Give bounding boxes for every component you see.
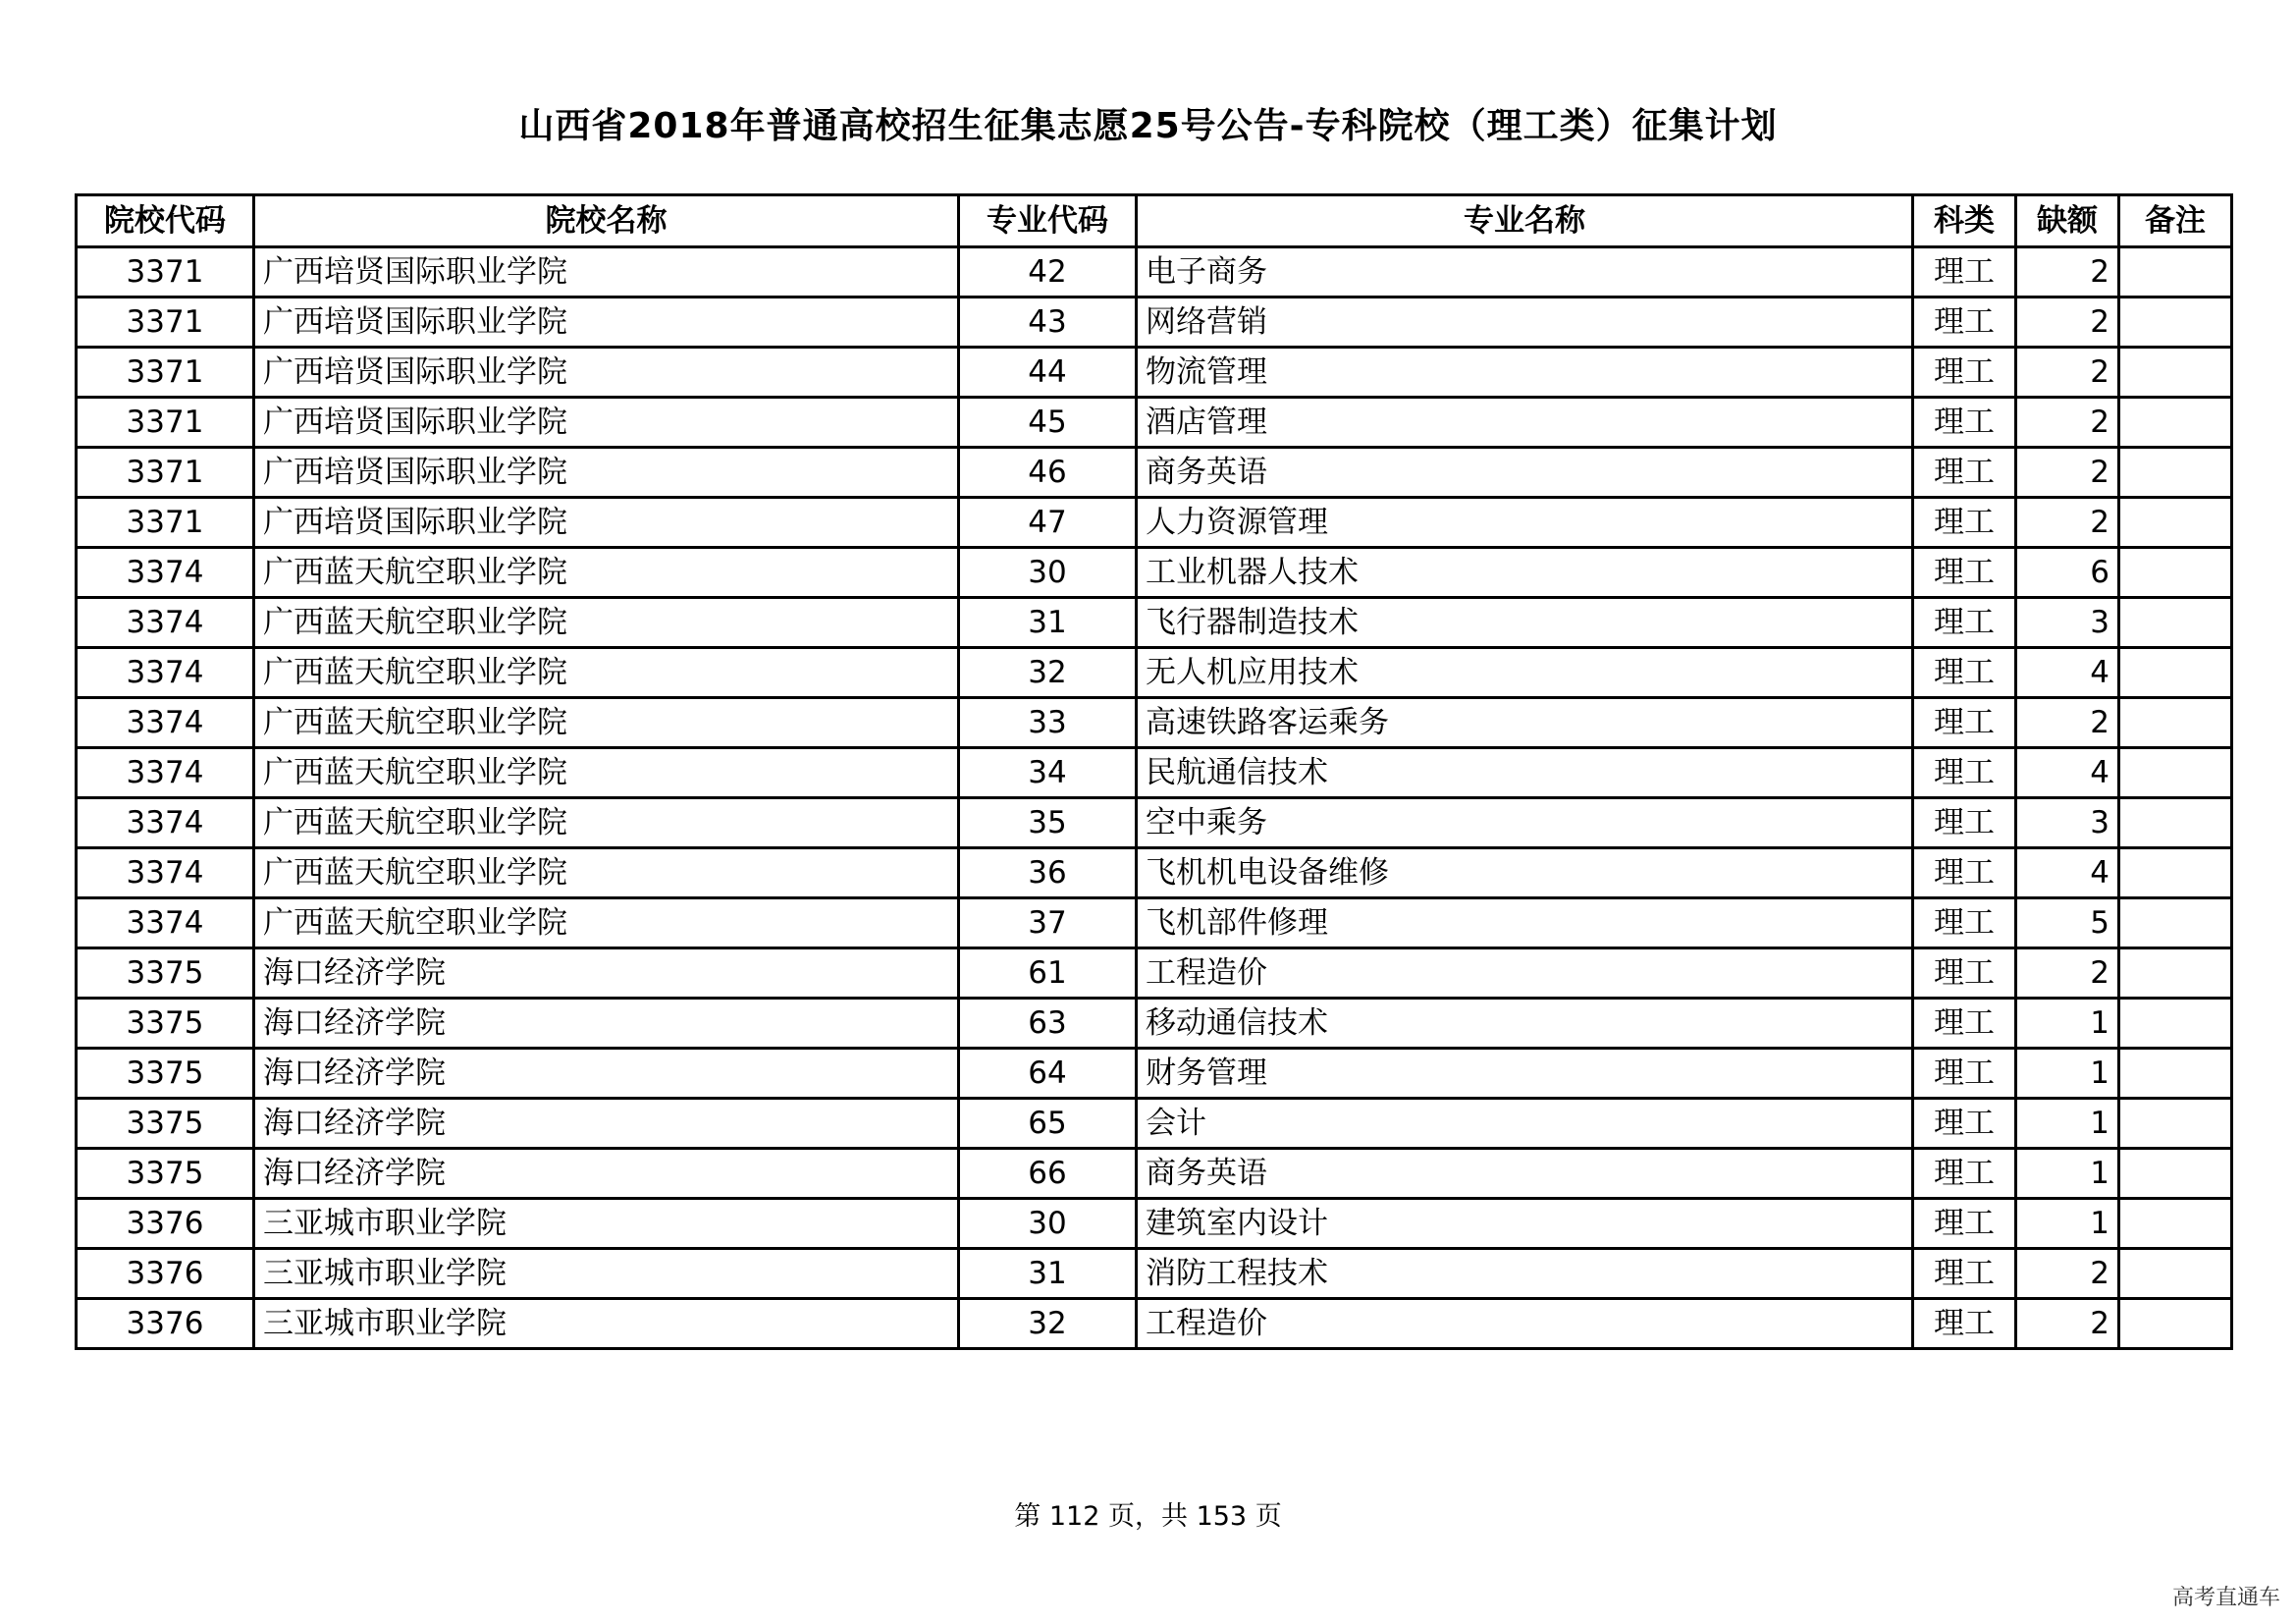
cell-category: 理工	[1913, 948, 2016, 999]
cell-school-name: 广西蓝天航空职业学院	[254, 648, 959, 698]
cell-remarks	[2119, 548, 2232, 598]
cell-category: 理工	[1913, 1199, 2016, 1249]
cell-major-name: 空中乘务	[1137, 798, 1913, 848]
cell-school-code: 3371	[77, 348, 254, 398]
cell-category: 理工	[1913, 247, 2016, 298]
cell-remarks	[2119, 698, 2232, 748]
cell-category: 理工	[1913, 1249, 2016, 1299]
table-row	[77, 348, 2232, 398]
cell-remarks	[2119, 798, 2232, 848]
cell-vacancy: 2	[2016, 348, 2119, 398]
cell-major-name: 民航通信技术	[1137, 748, 1913, 798]
cell-major-code: 45	[959, 398, 1137, 448]
cell-remarks	[2119, 848, 2232, 898]
cell-major-name: 物流管理	[1137, 348, 1913, 398]
cell-major-code: 66	[959, 1149, 1137, 1199]
cell-major-code: 61	[959, 948, 1137, 999]
header-row	[77, 195, 2232, 247]
cell-major-name: 无人机应用技术	[1137, 648, 1913, 698]
table-row	[77, 648, 2232, 698]
cell-category: 理工	[1913, 498, 2016, 548]
cell-school-code: 3375	[77, 1149, 254, 1199]
table-row	[77, 1099, 2232, 1149]
cell-major-code: 63	[959, 999, 1137, 1049]
cell-remarks	[2119, 1099, 2232, 1149]
cell-vacancy: 4	[2016, 648, 2119, 698]
cell-remarks	[2119, 1149, 2232, 1199]
cell-vacancy: 5	[2016, 898, 2119, 948]
cell-school-code: 3376	[77, 1249, 254, 1299]
cell-school-name: 广西培贤国际职业学院	[254, 498, 959, 548]
cell-category: 理工	[1913, 848, 2016, 898]
table-row	[77, 598, 2232, 648]
cell-category: 理工	[1913, 798, 2016, 848]
cell-vacancy: 2	[2016, 498, 2119, 548]
cell-major-code: 30	[959, 548, 1137, 598]
header-major-code: 专业代码	[959, 195, 1137, 247]
cell-major-code: 34	[959, 748, 1137, 798]
table-row	[77, 448, 2232, 498]
cell-school-name: 三亚城市职业学院	[254, 1199, 959, 1249]
cell-school-code: 3375	[77, 948, 254, 999]
header-remarks: 备注	[2119, 195, 2232, 247]
cell-major-name: 财务管理	[1137, 1049, 1913, 1099]
cell-school-name: 广西培贤国际职业学院	[254, 348, 959, 398]
cell-major-code: 32	[959, 648, 1137, 698]
cell-remarks	[2119, 999, 2232, 1049]
cell-remarks	[2119, 1049, 2232, 1099]
table-row	[77, 498, 2232, 548]
table-row	[77, 1299, 2232, 1349]
cell-category: 理工	[1913, 398, 2016, 448]
cell-vacancy: 2	[2016, 398, 2119, 448]
cell-category: 理工	[1913, 348, 2016, 398]
table-row	[77, 247, 2232, 298]
cell-category: 理工	[1913, 1099, 2016, 1149]
table-row	[77, 798, 2232, 848]
cell-school-code: 3371	[77, 448, 254, 498]
table-row	[77, 748, 2232, 798]
cell-school-code: 3375	[77, 1049, 254, 1099]
cell-major-code: 64	[959, 1049, 1137, 1099]
cell-major-name: 飞机机电设备维修	[1137, 848, 1913, 898]
cell-major-code: 31	[959, 598, 1137, 648]
cell-major-code: 36	[959, 848, 1137, 898]
cell-vacancy: 4	[2016, 748, 2119, 798]
cell-school-name: 广西蓝天航空职业学院	[254, 598, 959, 648]
cell-major-name: 飞机部件修理	[1137, 898, 1913, 948]
table-row	[77, 1199, 2232, 1249]
cell-school-name: 广西培贤国际职业学院	[254, 398, 959, 448]
cell-vacancy: 1	[2016, 1099, 2119, 1149]
cell-vacancy: 1	[2016, 999, 2119, 1049]
cell-remarks	[2119, 898, 2232, 948]
cell-vacancy: 2	[2016, 948, 2119, 999]
cell-vacancy: 3	[2016, 598, 2119, 648]
cell-school-code: 3374	[77, 548, 254, 598]
cell-school-code: 3376	[77, 1199, 254, 1249]
cell-vacancy: 2	[2016, 247, 2119, 298]
cell-school-name: 海口经济学院	[254, 1099, 959, 1149]
cell-major-code: 33	[959, 698, 1137, 748]
cell-major-code: 31	[959, 1249, 1137, 1299]
cell-school-name: 广西蓝天航空职业学院	[254, 698, 959, 748]
table-row	[77, 698, 2232, 748]
cell-category: 理工	[1913, 598, 2016, 648]
cell-category: 理工	[1913, 548, 2016, 598]
cell-school-name: 三亚城市职业学院	[254, 1249, 959, 1299]
cell-category: 理工	[1913, 748, 2016, 798]
cell-school-name: 广西培贤国际职业学院	[254, 247, 959, 298]
cell-vacancy: 1	[2016, 1149, 2119, 1199]
cell-major-name: 建筑室内设计	[1137, 1199, 1913, 1249]
cell-school-name: 广西蓝天航空职业学院	[254, 548, 959, 598]
cell-major-name: 工程造价	[1137, 948, 1913, 999]
watermark: 高考直通车	[2171, 1586, 2280, 1610]
cell-remarks	[2119, 398, 2232, 448]
cell-major-name: 飞行器制造技术	[1137, 598, 1913, 648]
cell-major-name: 消防工程技术	[1137, 1249, 1913, 1299]
header-school-code: 院校代码	[77, 195, 254, 247]
cell-school-code: 3374	[77, 798, 254, 848]
cell-major-name: 电子商务	[1137, 247, 1913, 298]
cell-remarks	[2119, 1199, 2232, 1249]
cell-remarks	[2119, 1249, 2232, 1299]
cell-school-code: 3374	[77, 698, 254, 748]
plan-table	[75, 193, 2233, 1350]
cell-major-code: 46	[959, 448, 1137, 498]
page-title: 山西省2018年普通高校招生征集志愿25号公告-专科院校（理工类）征集计划	[518, 106, 1778, 146]
cell-major-name: 工程造价	[1137, 1299, 1913, 1349]
cell-category: 理工	[1913, 298, 2016, 348]
header-major-name: 专业名称	[1137, 195, 1913, 247]
cell-category: 理工	[1913, 698, 2016, 748]
cell-remarks	[2119, 298, 2232, 348]
page-footer: 第 112 页，共 153 页	[1014, 1501, 1282, 1532]
cell-school-code: 3376	[77, 1299, 254, 1349]
cell-major-code: 43	[959, 298, 1137, 348]
table-row	[77, 1049, 2232, 1099]
cell-remarks	[2119, 247, 2232, 298]
table-row	[77, 848, 2232, 898]
cell-major-name: 会计	[1137, 1099, 1913, 1149]
cell-vacancy: 4	[2016, 848, 2119, 898]
cell-school-code: 3375	[77, 999, 254, 1049]
cell-school-code: 3375	[77, 1099, 254, 1149]
cell-major-name: 商务英语	[1137, 448, 1913, 498]
cell-school-code: 3374	[77, 648, 254, 698]
table-row	[77, 948, 2232, 999]
header-school-name: 院校名称	[254, 195, 959, 247]
cell-remarks	[2119, 348, 2232, 398]
cell-major-code: 44	[959, 348, 1137, 398]
cell-major-code: 42	[959, 247, 1137, 298]
cell-remarks	[2119, 598, 2232, 648]
table-row	[77, 1249, 2232, 1299]
cell-category: 理工	[1913, 1149, 2016, 1199]
cell-remarks	[2119, 448, 2232, 498]
cell-remarks	[2119, 648, 2232, 698]
cell-remarks	[2119, 748, 2232, 798]
cell-major-name: 网络营销	[1137, 298, 1913, 348]
cell-school-name: 广西蓝天航空职业学院	[254, 798, 959, 848]
cell-major-code: 35	[959, 798, 1137, 848]
header-vacancy: 缺额	[2016, 195, 2119, 247]
cell-school-code: 3371	[77, 398, 254, 448]
cell-category: 理工	[1913, 1299, 2016, 1349]
cell-school-code: 3371	[77, 498, 254, 548]
cell-category: 理工	[1913, 999, 2016, 1049]
cell-remarks	[2119, 498, 2232, 548]
table-row	[77, 999, 2232, 1049]
table-row	[77, 548, 2232, 598]
cell-school-name: 三亚城市职业学院	[254, 1299, 959, 1349]
cell-vacancy: 3	[2016, 798, 2119, 848]
cell-remarks	[2119, 1299, 2232, 1349]
cell-vacancy: 2	[2016, 298, 2119, 348]
table-row	[77, 898, 2232, 948]
cell-school-name: 海口经济学院	[254, 999, 959, 1049]
cell-major-code: 37	[959, 898, 1137, 948]
cell-major-name: 人力资源管理	[1137, 498, 1913, 548]
cell-vacancy: 1	[2016, 1199, 2119, 1249]
cell-school-code: 3371	[77, 247, 254, 298]
table-row	[77, 398, 2232, 448]
cell-vacancy: 1	[2016, 1049, 2119, 1099]
cell-major-name: 高速铁路客运乘务	[1137, 698, 1913, 748]
cell-major-code: 30	[959, 1199, 1137, 1249]
cell-school-code: 3374	[77, 598, 254, 648]
cell-school-code: 3374	[77, 848, 254, 898]
header-category: 科类	[1913, 195, 2016, 247]
cell-major-code: 32	[959, 1299, 1137, 1349]
cell-category: 理工	[1913, 648, 2016, 698]
cell-school-code: 3374	[77, 898, 254, 948]
cell-vacancy: 2	[2016, 448, 2119, 498]
cell-category: 理工	[1913, 448, 2016, 498]
cell-vacancy: 2	[2016, 698, 2119, 748]
cell-school-name: 广西蓝天航空职业学院	[254, 848, 959, 898]
cell-vacancy: 2	[2016, 1299, 2119, 1349]
cell-school-name: 广西培贤国际职业学院	[254, 298, 959, 348]
cell-major-code: 47	[959, 498, 1137, 548]
cell-major-name: 工业机器人技术	[1137, 548, 1913, 598]
cell-remarks	[2119, 948, 2232, 999]
cell-major-code: 65	[959, 1099, 1137, 1149]
cell-major-name: 酒店管理	[1137, 398, 1913, 448]
cell-school-code: 3371	[77, 298, 254, 348]
cell-vacancy: 6	[2016, 548, 2119, 598]
cell-category: 理工	[1913, 1049, 2016, 1099]
table-row	[77, 298, 2232, 348]
cell-school-name: 海口经济学院	[254, 1049, 959, 1099]
cell-school-name: 广西蓝天航空职业学院	[254, 898, 959, 948]
table-row	[77, 1149, 2232, 1199]
cell-school-name: 广西培贤国际职业学院	[254, 448, 959, 498]
cell-school-name: 海口经济学院	[254, 1149, 959, 1199]
cell-school-code: 3374	[77, 748, 254, 798]
cell-school-name: 海口经济学院	[254, 948, 959, 999]
cell-category: 理工	[1913, 898, 2016, 948]
cell-major-name: 商务英语	[1137, 1149, 1913, 1199]
cell-major-name: 移动通信技术	[1137, 999, 1913, 1049]
cell-vacancy: 2	[2016, 1249, 2119, 1299]
cell-school-name: 广西蓝天航空职业学院	[254, 748, 959, 798]
